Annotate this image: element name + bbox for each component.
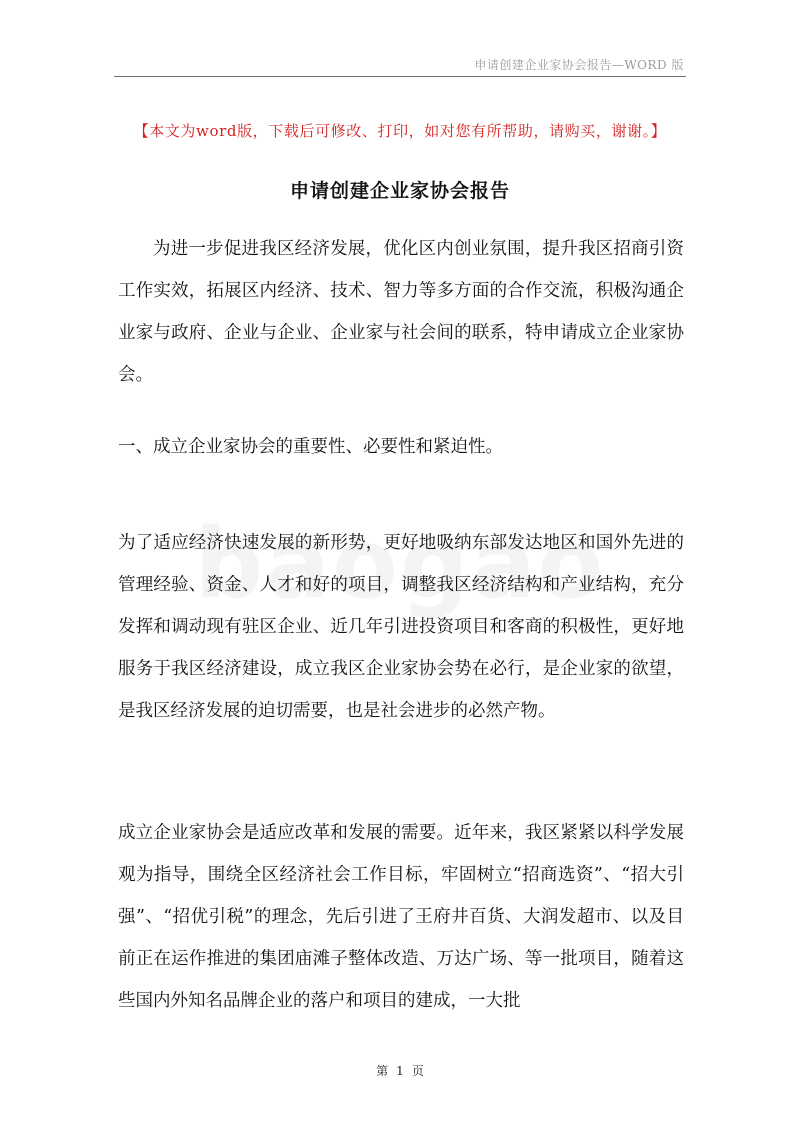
header-divider (114, 76, 686, 77)
intro-paragraph: 为进一步促进我区经济发展，优化区内创业氛围，提升我区招商引资工作实效，拓展区内经济、技术、智力等多方面的合作交流，积极沟通企业家与政府、企业与企业、企业家与社会间的联系，特申请成立企业家协会。 (118, 239, 684, 385)
document-title: 申请创建企业家协会报告 (289, 180, 510, 202)
body-paragraph: 为了适应经济快速发展的新形势，更好地吸纳东部发达地区和国外先进的管理经验、资金、人才和好的项目，调整我区经济结构和产业结构，充分发挥和调动现有驻区企业、近几年引进投资项目和客商的积极性，更好地服务于我区经济建设，成立我区企业家协会势在必行，是企业家的欲望，是我区经济发展的迫切需要，也是社会进步的必然产物。 (118, 533, 684, 721)
download-notice: 【本文为word版，下载后可修改、打印，如对您有所帮助，请购买，谢谢。】 (133, 122, 667, 140)
page-footer (0, 1062, 800, 1079)
page-number: 1 (396, 1064, 404, 1078)
page-number-suffix: 页 (411, 1064, 424, 1078)
page-number-prefix: 第 (376, 1064, 389, 1078)
section-heading: 一、成立企业家协会的重要性、必要性和紧迫性。 (118, 437, 503, 457)
page-header-title: 申请创建企业家协会报告—WORD 版 (474, 58, 684, 72)
body-paragraph: 成立企业家协会是适应改革和发展的需要。近年来，我区紧紧以科学发展观为指导，围绕全区经济社会工作目标，牢固树立“招商选资”、“招大引强”、“招优引税”的理念，先后引进了王府井百货、大润发超市、以及目前正在运作推进的集团庙滩子整体改造、万达广场、等一批项目，随着这些国内外知名品牌企业的落户和项目的建成，一大批 (118, 823, 684, 1011)
